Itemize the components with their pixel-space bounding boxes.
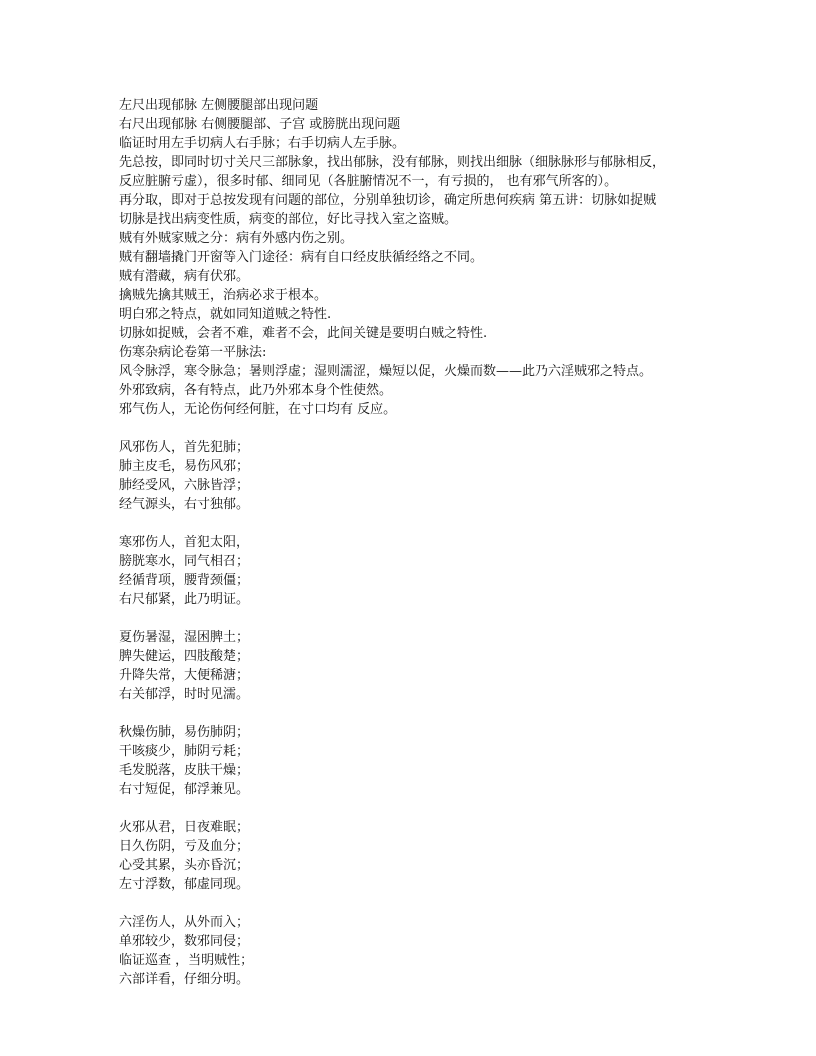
text-line: 再分取，即对于总按发现有问题的部位，分别单独切诊，确定所患何疾病 第五讲：切脉如捉贼 bbox=[119, 193, 657, 208]
verse-line: 寒邪伤人，首犯太阳， bbox=[119, 535, 250, 550]
text-line: 外邪致病，各有特点，此乃外邪本身个性使然。 bbox=[119, 383, 393, 398]
verse-line: 肺经受风，六脉皆浮； bbox=[119, 478, 250, 493]
text-line: 切脉是找出病变性质，病变的部位，好比寻找入室之盗贼。 bbox=[119, 212, 458, 227]
text-line: 先总按，即同时切寸关尺三部脉象，找出郁脉，没有郁脉，则找出细脉（细脉脉形与郁脉相反， bbox=[119, 155, 666, 170]
verse-line: 右寸短促，郁浮兼见。 bbox=[119, 782, 250, 797]
verse-line: 日久伤阴，亏及血分； bbox=[119, 839, 250, 854]
verse-line: 经循背项，腰背颈僵； bbox=[119, 573, 250, 588]
verse-line: 膀胱寒水，同气相召； bbox=[119, 554, 250, 569]
verse-line: 经气源头，右寸独郁。 bbox=[119, 497, 250, 512]
verse-line: 干咳痰少，肺阴亏耗； bbox=[119, 744, 250, 759]
text-line: 风令脉浮，寒令脉急；暑则浮虚；湿则濡涩，燥短以促，火燥而数——此乃六淫贼邪之特点。 bbox=[119, 364, 653, 379]
text-line: 反应脏腑亏虚），很多时郁、细同见（各脏腑情况不一，有亏损的， 也有邪气所客的）。 bbox=[119, 174, 618, 189]
verse-summer-damp bbox=[119, 628, 719, 704]
verse-line: 风邪伤人，首先犯肺； bbox=[119, 440, 250, 455]
verse-autumn-dry bbox=[119, 723, 719, 799]
document-body bbox=[119, 96, 719, 989]
blank-line bbox=[119, 609, 719, 628]
verse-line: 左寸浮数，郁虚同现。 bbox=[119, 877, 250, 892]
verse-line: 六淫伤人，从外而入； bbox=[119, 915, 250, 930]
section-heading: 伤寒杂病论卷第一平脉法: bbox=[119, 345, 267, 360]
verse-line: 单邪较少，数邪同侵； bbox=[119, 934, 250, 949]
verse-line: 火邪从君，日夜难眠； bbox=[119, 820, 250, 835]
verse-line: 右关郁浮，时时见濡。 bbox=[119, 687, 250, 702]
verse-line: 临证巡查 ，当明贼性； bbox=[119, 953, 254, 968]
verse-wind bbox=[119, 438, 719, 514]
text-line: 贼有翻墙撬门开窗等入门途径：病有自口经皮肤循经络之不同。 bbox=[119, 250, 484, 265]
blank-line bbox=[119, 419, 719, 438]
verse-line: 升降失常，大便稀溏； bbox=[119, 668, 250, 683]
verse-line: 肺主皮毛，易伤风邪； bbox=[119, 459, 250, 474]
verse-line: 毛发脱落，皮肤干燥； bbox=[119, 763, 250, 778]
verse-line: 右尺郁紧，此乃明证。 bbox=[119, 592, 250, 607]
verse-fire bbox=[119, 818, 719, 894]
text-line: 明白邪之特点，就如同知道贼之特性. bbox=[119, 307, 332, 322]
blank-line bbox=[119, 704, 719, 723]
verse-line: 夏伤暑湿，湿困脾土； bbox=[119, 630, 250, 645]
verse-line: 心受其累，头亦昏沉； bbox=[119, 858, 250, 873]
verse-six-excesses bbox=[119, 913, 719, 989]
verse-line: 脾失健运，四肢酸楚； bbox=[119, 649, 250, 664]
blank-line bbox=[119, 514, 719, 533]
verse-line: 秋燥伤肺，易伤肺阴； bbox=[119, 725, 250, 740]
text-line: 贼有潜藏，病有伏邪。 bbox=[119, 269, 250, 284]
blank-line bbox=[119, 894, 719, 913]
text-line: 邪气伤人，无论伤何经何脏，在寸口均有 反应。 bbox=[119, 402, 397, 417]
text-line: 左尺出现郁脉 左侧腰腿部出现问题 bbox=[119, 98, 319, 113]
verse-cold bbox=[119, 533, 719, 609]
text-line: 贼有外贼家贼之分：病有外感内伤之别。 bbox=[119, 231, 354, 246]
verse-line: 六部详看，仔细分明。 bbox=[119, 972, 250, 987]
text-line: 擒贼先擒其贼王，治病必求于根本。 bbox=[119, 288, 328, 303]
blank-line bbox=[119, 799, 719, 818]
text-line: 临证时用左手切病人右手脉；右手切病人左手脉。 bbox=[119, 136, 406, 151]
text-line: 右尺出现郁脉 右侧腰腿部、子宫 或膀胱出现问题 bbox=[119, 117, 401, 132]
text-line: 切脉如捉贼，会者不难，难者不会，此间关键是要明白贼之特性. bbox=[119, 326, 488, 341]
